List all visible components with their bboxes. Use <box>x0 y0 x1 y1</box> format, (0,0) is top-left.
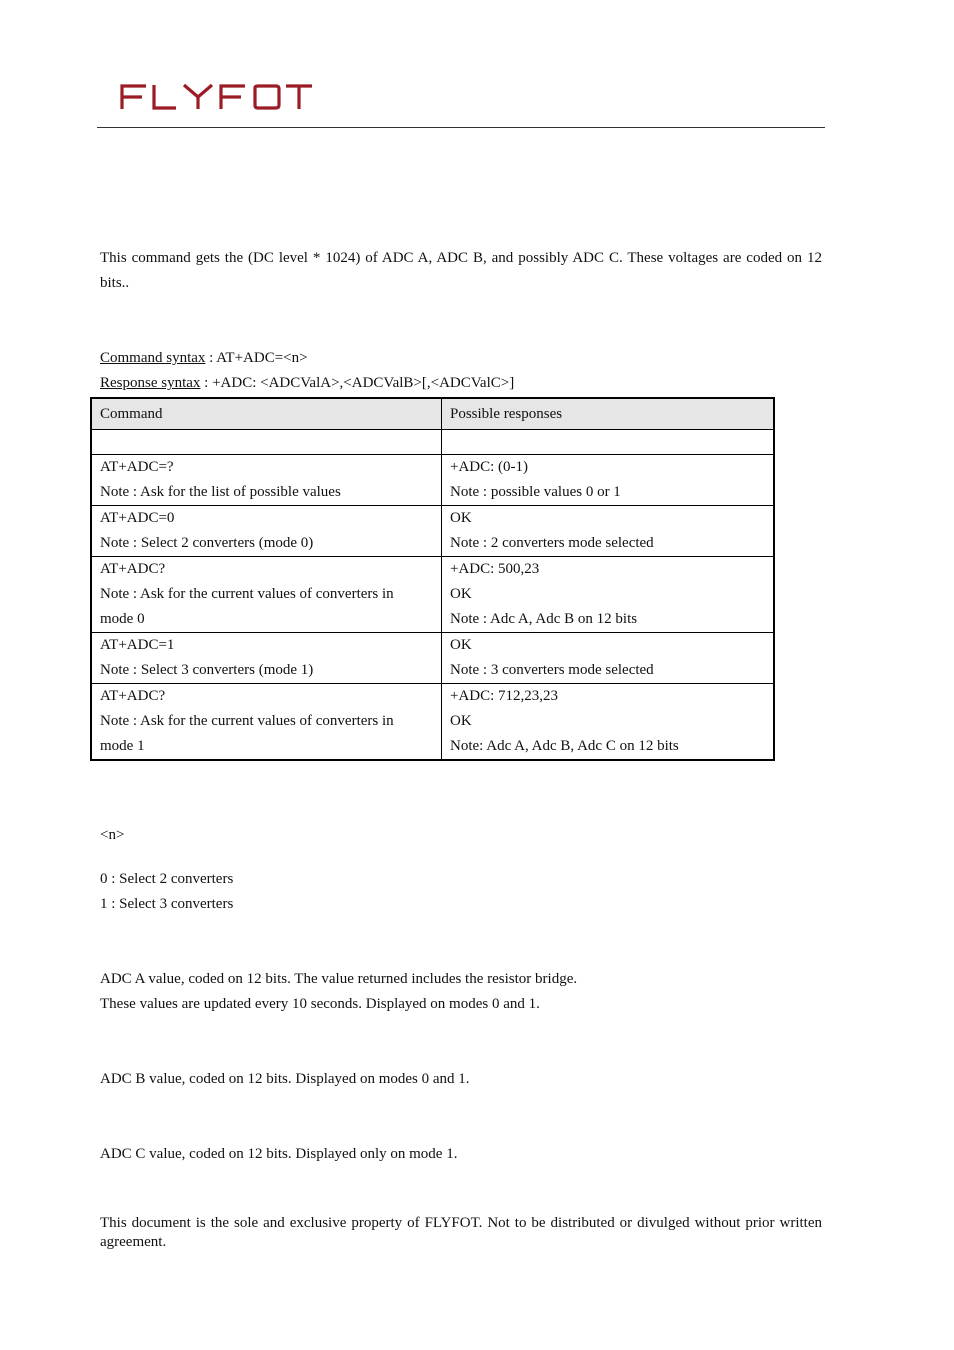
command-syntax-value: : AT+ADC=<n> <box>205 350 308 366</box>
table-row <box>91 633 774 684</box>
command-note: Note : Ask for the list of possible values <box>100 484 341 500</box>
table-row <box>91 684 774 761</box>
response-note: Note: Adc A, Adc B, Adc C on 12 bits <box>450 738 679 754</box>
table-row <box>91 506 774 557</box>
command-note: Note : Ask for the current values of converters in <box>100 586 394 602</box>
response-text: OK <box>450 510 472 526</box>
command-text: AT+ADC=1 <box>100 637 175 653</box>
command-syntax-line <box>100 346 308 371</box>
table-header-row <box>91 398 774 430</box>
response-note: Note : Adc A, Adc B on 12 bits <box>450 611 638 627</box>
response-note: Note : possible values 0 or 1 <box>450 484 621 500</box>
response-syntax-value: : +ADC: <ADCValA>,<ADCValB>[,<ADCValC>] <box>200 375 515 391</box>
command-note: Note : Select 3 converters (mode 1) <box>100 662 314 678</box>
command-table <box>90 397 775 761</box>
response-cell <box>442 557 775 633</box>
response-text: +ADC: 500,23 <box>450 561 540 577</box>
footer-notice: This document is the sole and exclusive property of FLYFOT. Not to be distributed or divulged without prior written agreement. <box>100 1215 822 1250</box>
response-cell <box>442 684 775 761</box>
response-ok: OK <box>450 586 472 602</box>
table-row <box>91 455 774 506</box>
intro-paragraph: This command gets the (DC level * 1024) of ADC A, ADC B, and possibly ADC C. These voltages are coded on 12 bits.. <box>100 250 822 291</box>
command-cell <box>91 455 442 506</box>
response-note: Note : 3 converters mode selected <box>450 662 654 678</box>
command-text: AT+ADC? <box>100 561 166 577</box>
response-note: Note : 2 converters mode selected <box>450 535 654 551</box>
command-syntax-label: Command syntax <box>100 350 206 366</box>
adcb-description: ADC B value, coded on 12 bits. Displayed on modes 0 and 1. <box>100 1071 470 1087</box>
table-row <box>91 557 774 633</box>
command-note: Note : Select 2 converters (mode 0) <box>100 535 314 551</box>
response-text: OK <box>450 637 472 653</box>
command-note: Note : Ask for the current values of converters in <box>100 713 394 729</box>
command-text: AT+ADC=? <box>100 459 174 475</box>
header-responses: Possible responses <box>442 398 775 430</box>
response-text: +ADC: 712,23,23 <box>450 688 559 704</box>
response-cell <box>442 633 775 684</box>
command-cell <box>91 506 442 557</box>
command-text: AT+ADC=0 <box>100 510 175 526</box>
command-note-cont: mode 0 <box>100 611 145 627</box>
command-cell <box>91 684 442 761</box>
table-blank-row <box>91 430 774 455</box>
response-syntax-label: Response syntax <box>100 375 201 391</box>
header-rule <box>97 127 825 128</box>
response-syntax-line <box>100 371 514 396</box>
header-command: Command <box>91 398 442 430</box>
command-text: AT+ADC? <box>100 688 166 704</box>
param-n-value-1: 1 : Select 3 converters <box>100 896 234 912</box>
adca-update-note: These values are updated every 10 seconds. Displayed on modes 0 and 1. <box>100 996 540 1012</box>
adca-description: ADC A value, coded on 12 bits. The value returned includes the resistor bridge. <box>100 971 578 987</box>
blank-cell <box>442 430 775 455</box>
command-cell <box>91 557 442 633</box>
adcc-description: ADC C value, coded on 12 bits. Displayed only on mode 1. <box>100 1146 458 1162</box>
response-cell <box>442 506 775 557</box>
response-ok: OK <box>450 713 472 729</box>
response-cell <box>442 455 775 506</box>
command-note-cont: mode 1 <box>100 738 145 754</box>
command-cell <box>91 633 442 684</box>
blank-cell <box>91 430 442 455</box>
response-text: +ADC: (0-1) <box>450 459 529 475</box>
param-n-value-0: 0 : Select 2 converters <box>100 871 234 887</box>
param-n-label: <n> <box>100 827 125 843</box>
flyfot-logo <box>118 82 314 112</box>
